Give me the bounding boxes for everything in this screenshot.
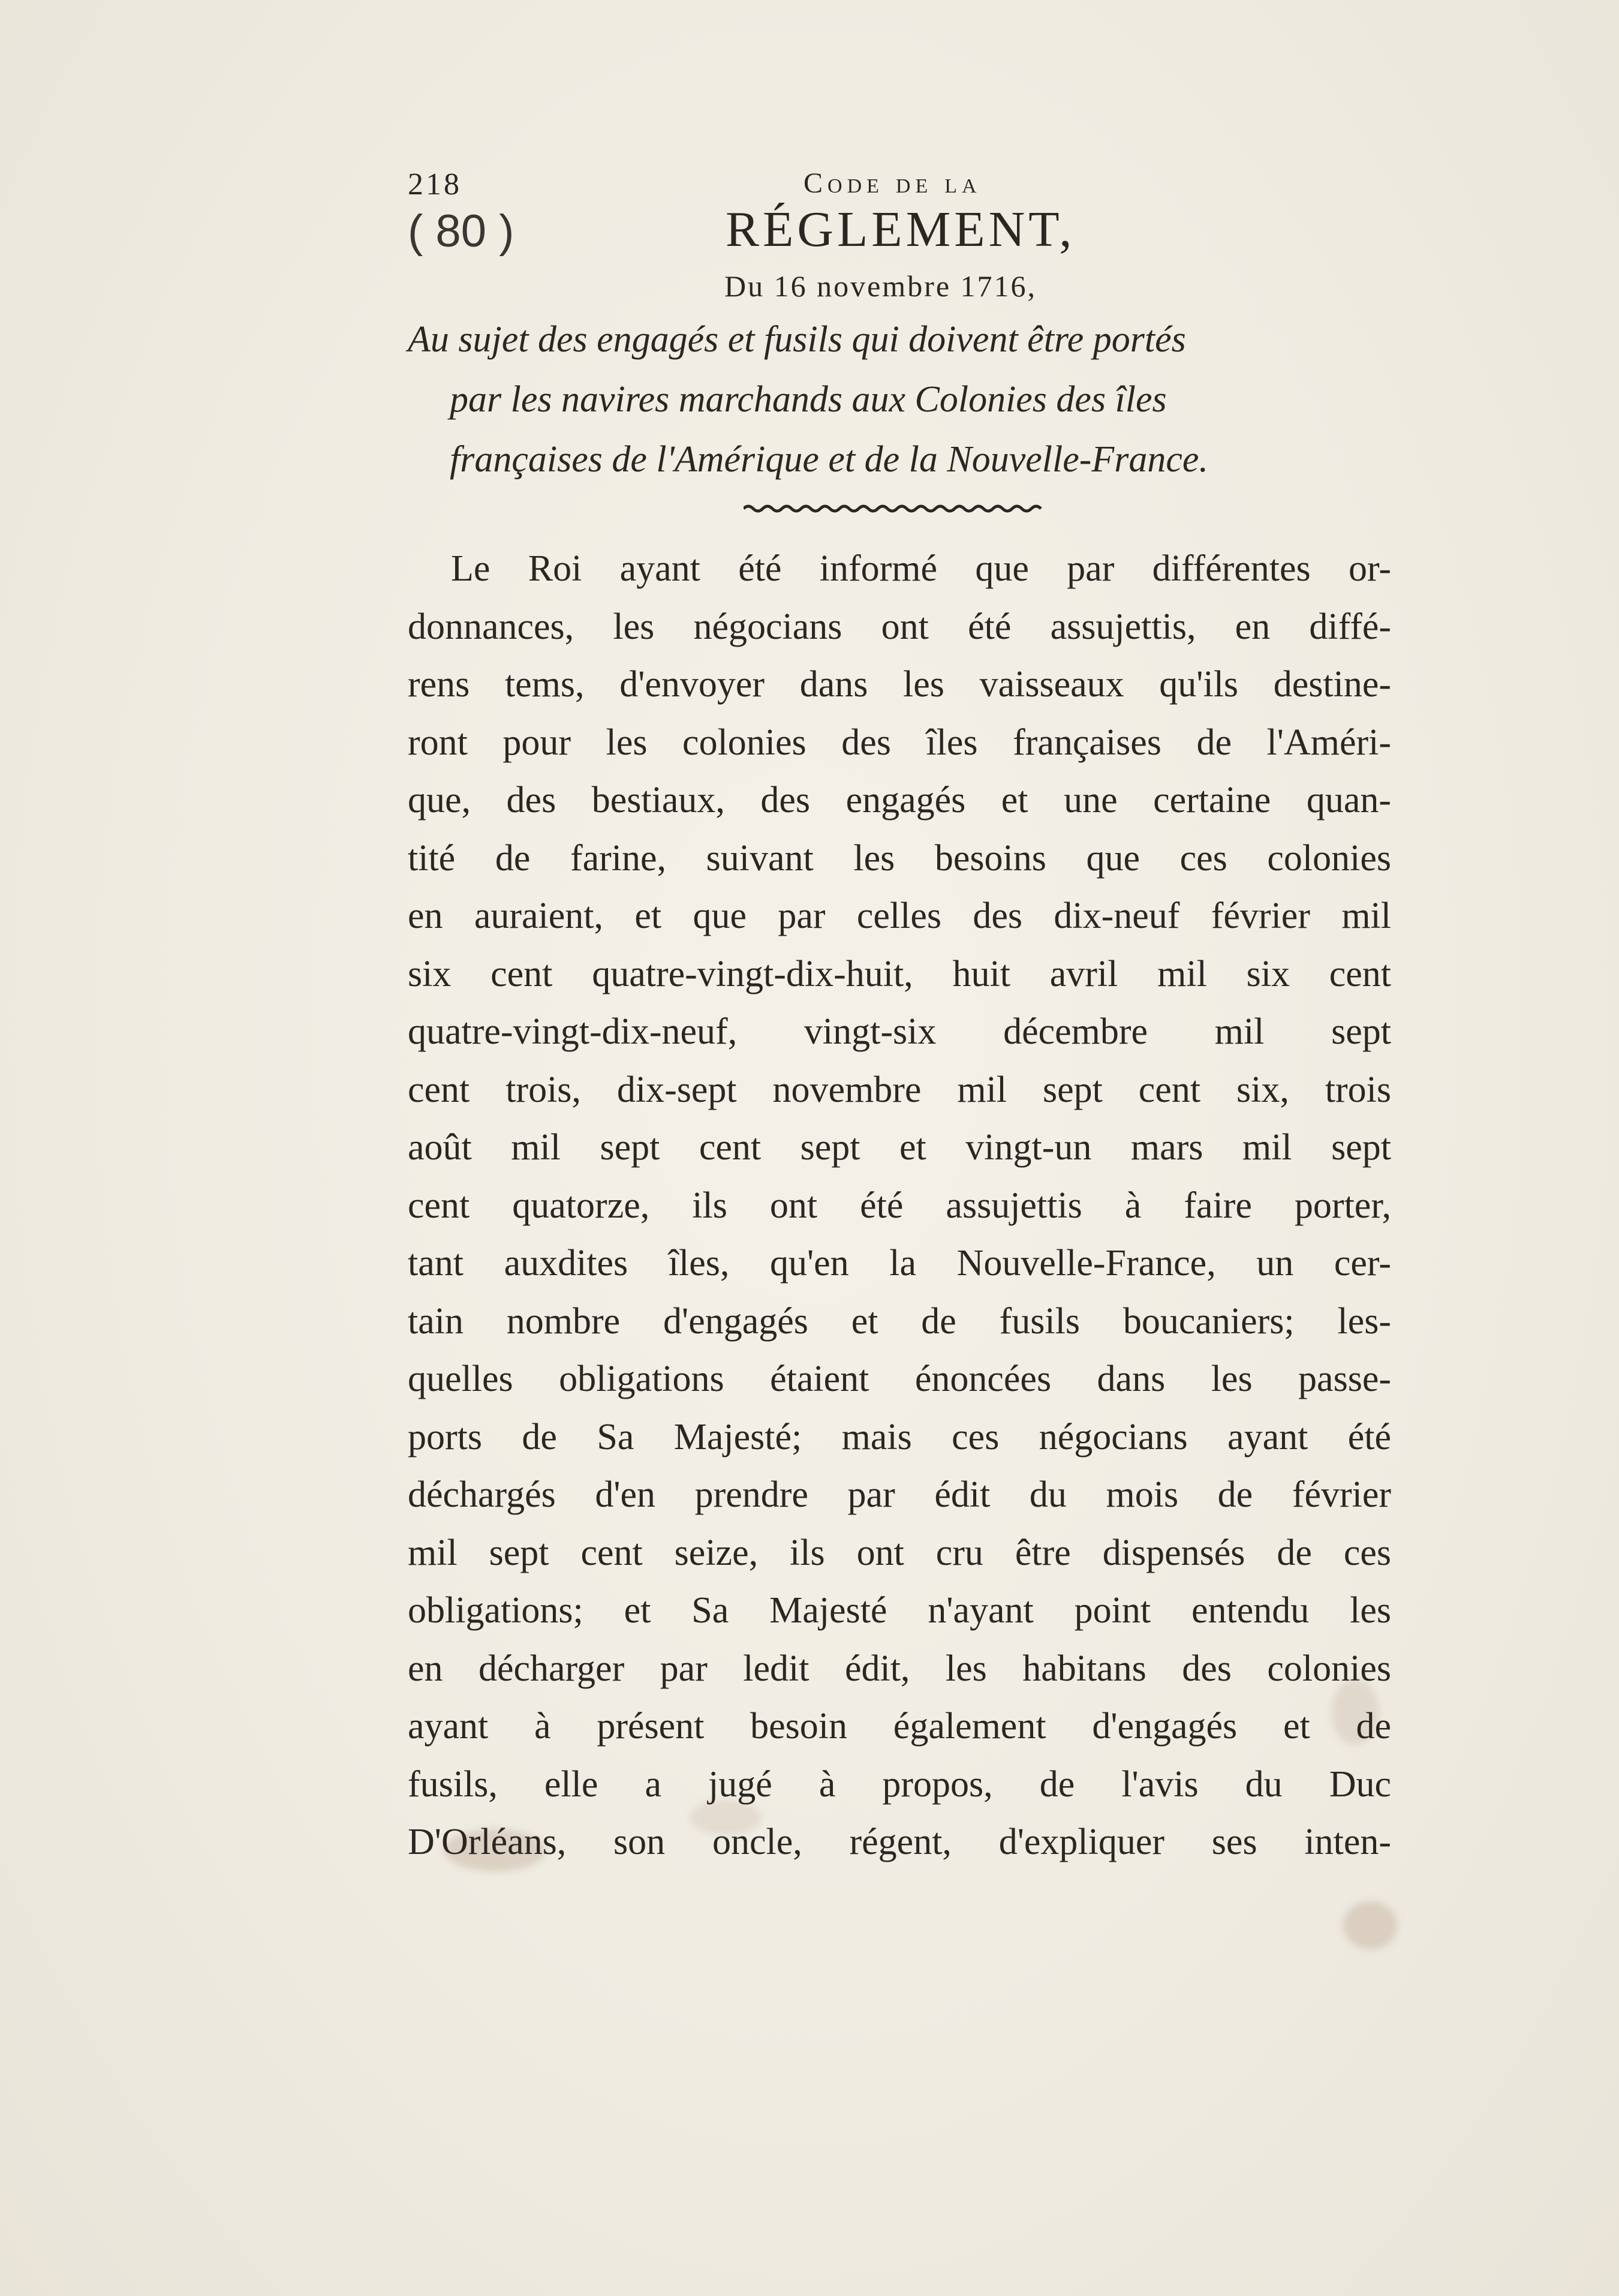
document-date: Du 16 novembre 1716,	[724, 269, 1037, 303]
body-line: Le Roi ayant été informé que par différentes or-	[451, 548, 1391, 589]
body-line: quelles obligations étaient énoncées dans les passe-	[408, 1359, 1391, 1399]
body-line: obligations; et Sa Majesté n'ayant point entendu les	[408, 1590, 1391, 1631]
body-line: ront pour les colonies des îles françaises de l'Améri-	[408, 722, 1391, 763]
body-line: six cent quatre-vingt-dix-huit, huit avril mil six cent	[408, 953, 1391, 994]
body-line: tité de farine, suivant les besoins que ces colonies	[408, 837, 1391, 879]
document-subject	[408, 309, 1391, 489]
body-line: déchargés d'en prendre par édit du mois de février	[408, 1474, 1391, 1515]
ornament-rule	[744, 503, 1043, 515]
body-line: ayant à présent besoin également d'engagés et de	[408, 1706, 1391, 1747]
body-line: en auraient, et que par celles des dix-neuf février mil	[408, 895, 1391, 936]
body-line: cent quatorze, ils ont été assujettis à faire porter,	[408, 1185, 1391, 1226]
subject-line: par les navires marchands aux Colonies des îles	[450, 379, 1167, 420]
running-head	[408, 167, 1403, 203]
page-folio: 218	[408, 167, 462, 202]
foxing-stain	[1343, 1901, 1397, 1949]
body-line: en décharger par ledit édit, les habitans des colonies	[408, 1648, 1391, 1689]
body-line: tant auxdites îles, qu'en la Nouvelle-France, un cer-	[408, 1243, 1391, 1284]
body-line: août mil sept cent sept et vingt-un mars mil sept	[408, 1127, 1391, 1168]
body-line: fusils, elle a jugé à propos, de l'avis du Duc	[408, 1763, 1391, 1805]
running-title: Code de la	[804, 167, 982, 199]
body-line: donnances, les négocians ont été assujettis, en diffé-	[408, 606, 1391, 647]
body-line: cent trois, dix-sept novembre mil sept cent six, trois	[408, 1069, 1391, 1110]
document-title: RÉGLEMENT,	[726, 202, 1076, 257]
subject-line: Au sujet des engagés et fusils qui doivent être portés	[408, 319, 1186, 360]
body-line: rens tems, d'envoyer dans les vaisseaux qu'ils destine-	[408, 664, 1391, 705]
subject-line: françaises de l'Amérique et de la Nouvelle-France.	[450, 439, 1208, 480]
body-line: D'Orléans, son oncle, régent, d'expliquer ses inten-	[408, 1822, 1391, 1862]
body-line: quatre-vingt-dix-neuf, vingt-six décembre mil sept	[408, 1011, 1391, 1052]
body-text	[408, 540, 1391, 1871]
body-line: que, des bestiaux, des engagés et une certaine quan-	[408, 780, 1391, 821]
body-line: tain nombre d'engagés et de fusils boucaniers; les-	[408, 1300, 1391, 1342]
document-number: ( 80 )	[408, 206, 514, 257]
body-line: ports de Sa Majesté; mais ces négocians ayant été	[408, 1416, 1391, 1457]
body-line: mil sept cent seize, ils ont cru être dispensés de ces	[408, 1532, 1391, 1573]
